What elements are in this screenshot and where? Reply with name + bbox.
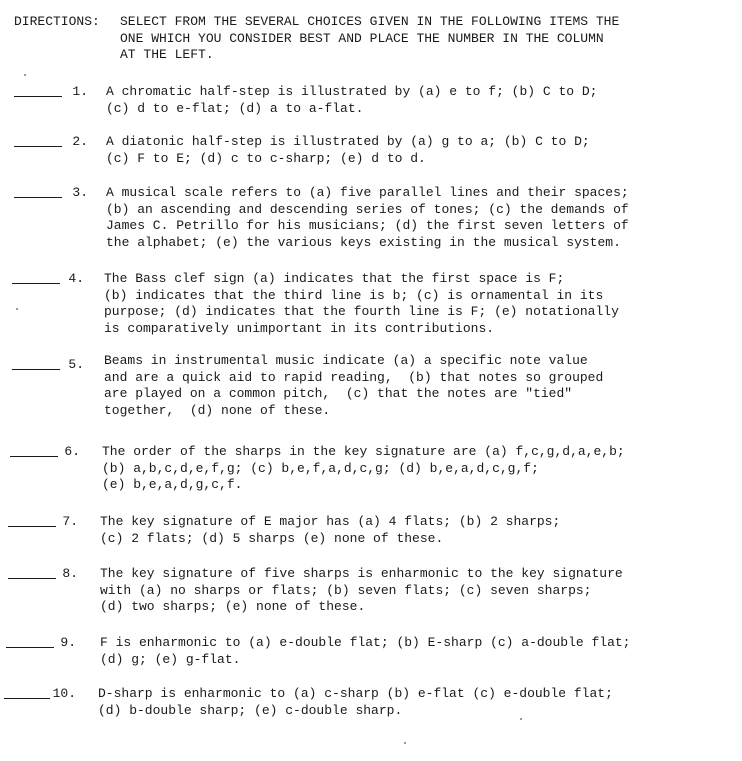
question-number-9: 9. (60, 635, 76, 650)
question-text-7: The key signature of E major has (a) 4 flats; (b) 2 sharps; (c) 2 flats; (d) 5 sharps (e) none of these. (100, 514, 561, 546)
answer-blank-2[interactable] (14, 146, 62, 147)
answer-blank-1[interactable] (14, 96, 62, 97)
question-number-7: 7. (62, 514, 78, 529)
question-text-6: The order of the sharps in the key signature are (a) f,c,g,d,a,e,b; (b) a,b,c,d,e,f,g; (c) b,e,f,a,d,c,g; (d) b,e,a,d,c,g,f; (e) b,e,a,d,g,c,f. (102, 444, 625, 492)
scan-speck (24, 74, 26, 76)
scan-speck (404, 742, 406, 744)
question-text-2: A diatonic half-step is illustrated by (a) g to a; (b) C to D; (c) F to E; (d) c to c-sharp; (e) d to d. (106, 134, 590, 166)
question-number-8: 8. (62, 566, 78, 581)
directions-text: SELECT FROM THE SEVERAL CHOICES GIVEN IN THE FOLLOWING ITEMS THE ONE WHICH YOU CONSIDER BEST AND PLACE THE NUMBER IN THE COLUMN AT THE LEFT. (120, 14, 620, 62)
answer-blank-10[interactable] (4, 698, 50, 699)
question-number-3: 3. (72, 185, 88, 200)
question-number-6: 6. (64, 444, 80, 459)
answer-blank-3[interactable] (14, 197, 62, 198)
scan-speck (520, 718, 522, 720)
question-text-4: The Bass clef sign (a) indicates that the first space is F; (b) indicates that the third line is b; (c) is ornamental in its purpose; (d) indicates that the fourth line is F; (e) notationally is comparatively unimportant in its contributions. (104, 271, 619, 336)
question-number-2: 2. (72, 134, 88, 149)
question-text-8: The key signature of five sharps is enharmonic to the key signature with (a) no sharps or flats; (b) seven flats; (c) seven sharps; (d) two sharps; (e) none of these. (100, 566, 623, 614)
question-text-1: A chromatic half-step is illustrated by (a) e to f; (b) C to D; (c) d to e-flat; (d) a to a-flat. (106, 84, 598, 116)
question-number-5: 5. (68, 357, 84, 372)
question-number-1: 1. (72, 84, 88, 99)
directions-block (14, 14, 726, 64)
question-text-9: F is enharmonic to (a) e-double flat; (b) E-sharp (c) a-double flat; (d) g; (e) g-flat. (100, 635, 631, 667)
question-number-10: 10. (52, 686, 76, 701)
question-number-4: 4. (68, 271, 84, 286)
directions-label: DIRECTIONS: (14, 14, 100, 29)
question-text-10: D-sharp is enharmonic to (a) c-sharp (b) e-flat (c) e-double flat; (d) b-double sharp; (e) c-double sharp. (98, 686, 613, 718)
answer-blank-4[interactable] (12, 283, 60, 284)
scan-speck (16, 308, 18, 310)
question-text-5: Beams in instrumental music indicate (a) a specific note value and are a quick aid to rapid reading, (b) that notes so grouped are played on a common pitch, (c) that the notes are "tied" together, (d) none of these. (104, 353, 604, 418)
answer-blank-5[interactable] (12, 369, 60, 370)
question-text-3: A musical scale refers to (a) five parallel lines and their spaces; (b) an ascending and descending series of tones; (c) the demands of James C. Petrillo for his musicians; (d) the first seven letters of the alphabet; (e) the various keys existing in the musical system. (106, 185, 629, 250)
